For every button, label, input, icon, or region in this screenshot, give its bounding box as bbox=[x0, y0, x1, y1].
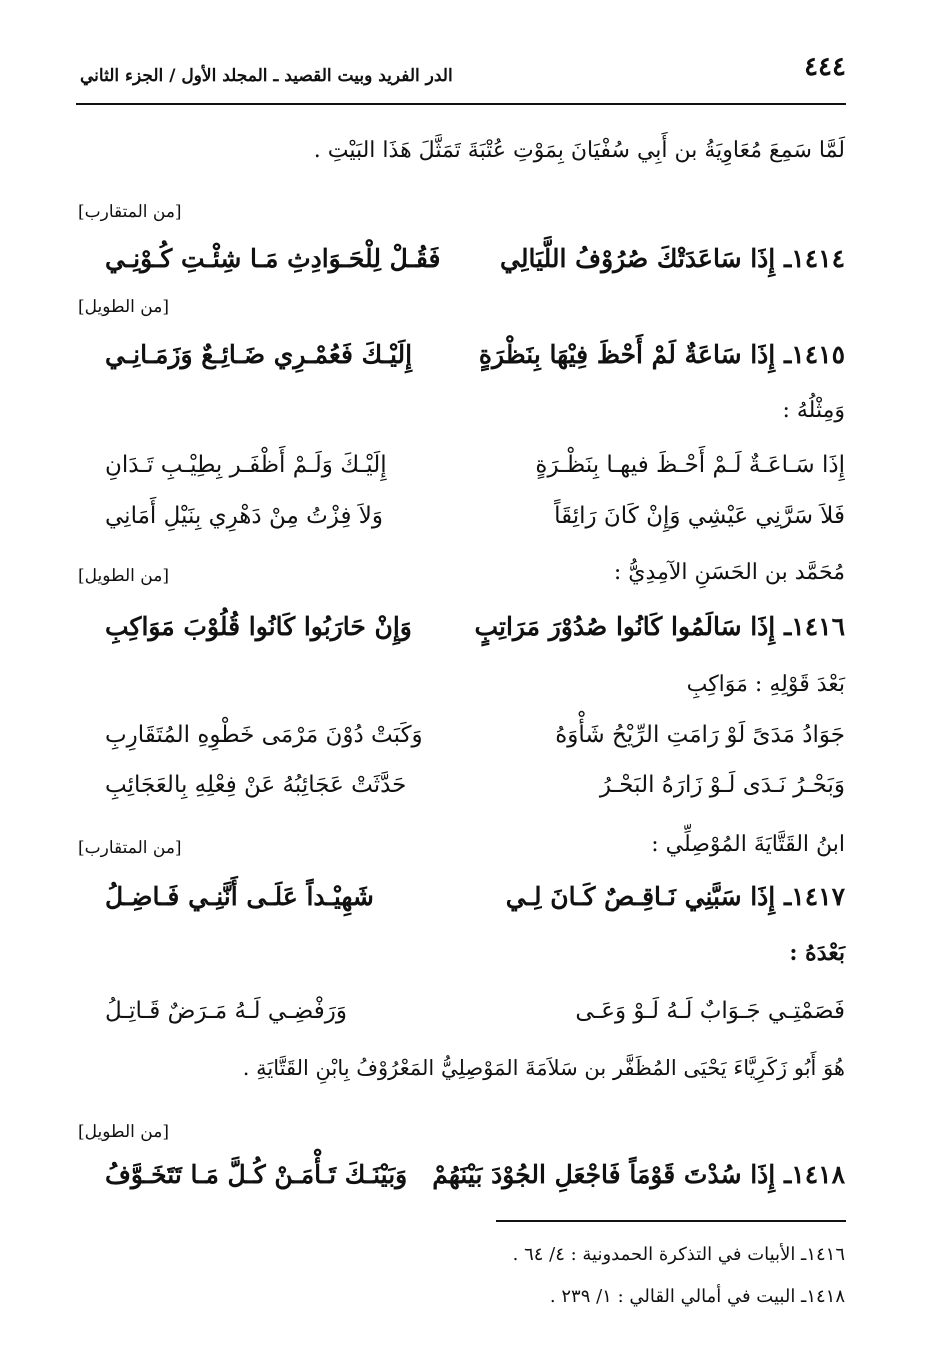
verse-1414-second-hemistich: فَقُـلْ لِلْحَـوَادِثِ مَـا شِئْـتِ كُـوْنِـي bbox=[105, 244, 441, 273]
following-verse-2-second: حَدَّثَتْ عَجَائِبُهُ عَنْ فِعْلِهِ بِالعَجَائِبِ bbox=[105, 772, 407, 798]
verse-1418-second-hemistich: وَبَيْنَـكَ تَـأْمَـنْ كُـلَّ مَـا تَتَخَـوَّفُ bbox=[105, 1160, 408, 1189]
following-verse-2-first: وَبَحْـرُ نَـدَى لَـوْ زَارَهُ البَحْـرُ bbox=[599, 772, 845, 798]
header-rule bbox=[76, 103, 846, 105]
page-number: ٤٤٤ bbox=[804, 52, 846, 82]
verse-1417-second-hemistich: شَهِيْـداً عَلَـى أَنَّنِـي فَـاضِـلُ bbox=[105, 882, 374, 911]
meter-label: [من المتقارب] bbox=[78, 202, 182, 222]
following-verse-3-first: فَصَمْتِـي جَـوَابٌ لَـهُ لَـوْ وَعَـى bbox=[575, 998, 845, 1024]
verse-1418-first-hemistich: ١٤١٨ـ إِذَا سُدْتَ قَوْمَاً فَاجْعَلِ الجُوْدَ بَيْنَهُمْ bbox=[432, 1160, 845, 1189]
footnote-1416: ١٤١٦ـ الأبيات في التذكرة الحمدونية : ٤/ ٦٤ . bbox=[512, 1244, 845, 1265]
similar-verse-1-first: إِذَا سَـاعَـةٌ لَـمْ أَحْـظَ فيهـا بِنَظْـرَةٍ bbox=[535, 452, 845, 478]
meter-label: [من الطويل] bbox=[78, 566, 169, 586]
verse-1416-second-hemistich: وَإِنْ حَارَبُوا كَانُوا قُلُوْبَ مَوَاكِبِ bbox=[105, 612, 412, 641]
footnote-separator bbox=[496, 1220, 846, 1222]
mithluhu-label: وَمِثْلُهُ : bbox=[782, 398, 845, 423]
verse-1416-first-hemistich: ١٤١٦ـ إِذَا سَالَمُوا كَانُوا صُدُوْرَ مَرَاتِبٍ bbox=[474, 612, 845, 641]
verse-1417-first-hemistich: ١٤١٧ـ إِذَا سَبَّنِي نَـاقِـصٌ كَـانَ لِـي bbox=[505, 882, 845, 911]
poet-identification-note: هُوَ أَبُو زَكَرِيَّاءَ يَحْيَى المُظَفَّر بن سَلاَمَةَ المَوْصِلِيُّ المَعْرُوْفُ بِابْنِ القَتَّايَةِ . bbox=[242, 1056, 845, 1080]
verse-1414-first-hemistich: ١٤١٤ـ إِذَا سَاعَدَتْكَ صُرُوْفُ اللَّيَالِي bbox=[500, 244, 845, 273]
running-header-title: الدر الفريد وبيت القصيد ـ المجلد الأول / الجزء الثاني bbox=[80, 66, 453, 86]
verse-1415-first-hemistich: ١٤١٥ـ إِذَا سَاعَةٌ لَمْ أَحْظَ فِيْهَا بِنَظْرَةٍ bbox=[478, 340, 845, 369]
similar-verse-2-second: وَلاَ فِزْتُ مِنْ دَهْرِي بِنَيْلِ أَمَانِي bbox=[105, 503, 383, 529]
verse-1415-second-hemistich: إِلَيْـكَ فَعُمْـرِي ضَـائِـعٌ وَزَمَـانِـي bbox=[105, 340, 413, 369]
after-saying-label: بَعْدَ قَوْلِهِ : مَوَاكِبِ bbox=[686, 672, 845, 697]
meter-label: [من المتقارب] bbox=[78, 838, 182, 858]
footnote-1418: ١٤١٨ـ البيت في أمالي القالي : ١/ ٢٣٩ . bbox=[549, 1286, 845, 1307]
intro-text: لَمَّا سَمِعَ مُعَاوِيَةُ بن أَبِي سُفْيَانَ بِمَوْتِ عُتْبَةَ تَمَثَّلَ هَذَا البَيْتِ . bbox=[313, 138, 845, 163]
meter-label: [من الطويل] bbox=[78, 297, 169, 317]
following-verse-1-second: وَكَبَتْ دُوْنَ مَرْمَى خَطْوِهِ المُتَقَارِبِ bbox=[105, 722, 423, 748]
similar-verse-2-first: فَلاَ سَرَّنِي عَيْشِي وَإِنْ كَانَ رَائِقَاً bbox=[554, 503, 845, 529]
after-it-label: بَعْدَهُ : bbox=[789, 940, 845, 966]
poet-name: ابنُ القَتَّايَةَ المُوْصِلِّي : bbox=[651, 832, 845, 857]
following-verse-1-first: جَوَادُ مَدَىً لَوْ رَامَتِ الرِّيْحُ شَأْوَهُ bbox=[555, 722, 845, 748]
poet-name: مُحَمَّد بن الحَسَنِ الآمِدِيُّ : bbox=[613, 560, 845, 585]
following-verse-3-second: وَرَفْضِـي لَـهُ مَـرَضٌ قَـاتِـلُ bbox=[105, 998, 347, 1024]
meter-label: [من الطويل] bbox=[78, 1122, 169, 1142]
similar-verse-1-second: إِلَيْـكَ وَلَـمْ أَظْفَـر بِطِيْـبِ تَـدَانِ bbox=[105, 452, 387, 478]
